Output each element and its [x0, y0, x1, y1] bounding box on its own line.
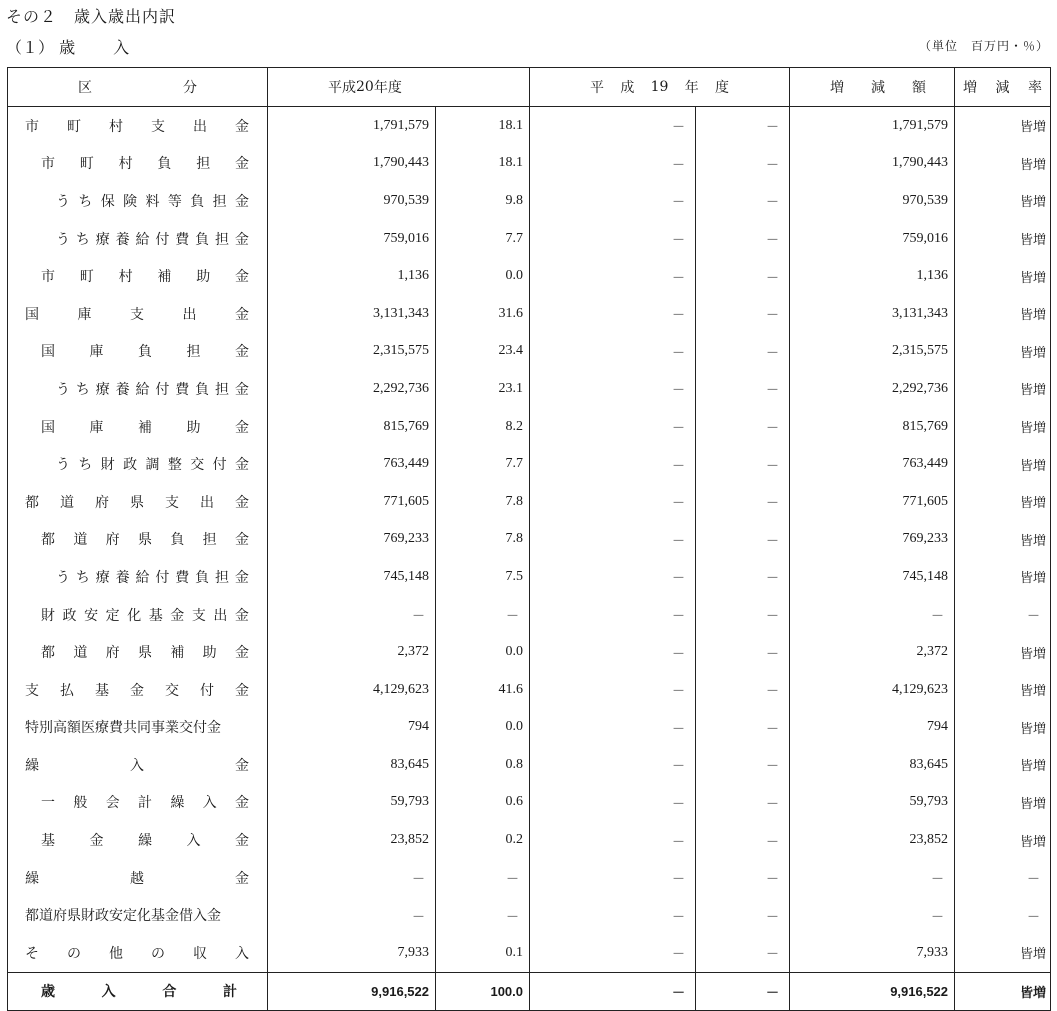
ratio-fy20: 31.6 — [436, 295, 530, 333]
change-rate: 皆増 — [955, 633, 1051, 671]
ratio-fy19: － — [696, 859, 790, 897]
amount-fy19: － — [530, 821, 696, 859]
change-rate: 皆増 — [955, 558, 1051, 596]
row-label: 市 町 村 負 担 金 — [8, 145, 268, 183]
subsection-title-a: 歳 — [59, 38, 76, 57]
ratio-fy20: 0.0 — [436, 709, 530, 747]
ratio-fy20: 8.2 — [436, 408, 530, 446]
ratio-fy20: 18.1 — [436, 107, 530, 145]
amount-fy19: － — [530, 596, 696, 634]
table-row — [8, 182, 1051, 220]
ratio-fy20: 100.0 — [436, 972, 530, 1011]
table-row — [8, 633, 1051, 671]
table-row — [8, 709, 1051, 747]
diff-amount: 745,148 — [790, 558, 955, 596]
row-label: 市 町 村 補 助 金 — [8, 257, 268, 295]
table-row — [8, 483, 1051, 521]
change-rate: 皆増 — [955, 821, 1051, 859]
change-rate: 皆増 — [955, 145, 1051, 183]
ratio-fy19: － — [696, 521, 790, 559]
change-rate: － — [955, 896, 1051, 934]
header-row — [8, 68, 1051, 107]
row-label: 国 庫 補 助 金 — [8, 408, 268, 446]
ratio-fy19: － — [696, 370, 790, 408]
ratio-fy19: － — [696, 784, 790, 822]
amount-fy20: 2,372 — [268, 633, 436, 671]
change-rate: － — [955, 859, 1051, 897]
table-row — [8, 370, 1051, 408]
subsection-number: （１） — [6, 38, 55, 57]
amount-fy20: 815,769 — [268, 408, 436, 446]
row-label: 繰 入 金 — [8, 746, 268, 784]
amount-fy20: 3,131,343 — [268, 295, 436, 333]
amount-fy20: 1,791,579 — [268, 107, 436, 145]
amount-fy19: － — [530, 671, 696, 709]
change-rate: 皆増 — [955, 107, 1051, 145]
ratio-fy19: － — [696, 558, 790, 596]
diff-amount: － — [790, 896, 955, 934]
header-fy19: 平 成 19 年 度 — [530, 68, 790, 107]
change-rate: 皆増 — [955, 746, 1051, 784]
table-row — [8, 784, 1051, 822]
ratio-fy19: － — [696, 445, 790, 483]
ratio-fy19: － — [696, 596, 790, 634]
diff-amount: 59,793 — [790, 784, 955, 822]
ratio-fy19: － — [696, 295, 790, 333]
amount-fy19: － — [530, 182, 696, 220]
amount-fy19: － — [530, 746, 696, 784]
ratio-fy19: － — [696, 107, 790, 145]
table-row — [8, 521, 1051, 559]
ratio-fy19: － — [696, 182, 790, 220]
ratio-fy19: － — [696, 671, 790, 709]
row-label: う ち 財 政 調 整 交 付 金 — [8, 445, 268, 483]
row-label: 市 町 村 支 出 金 — [8, 107, 268, 145]
amount-fy19: － — [530, 709, 696, 747]
ratio-fy19: － — [696, 746, 790, 784]
ratio-fy20: 7.7 — [436, 220, 530, 258]
diff-amount: － — [790, 859, 955, 897]
ratio-fy19: － — [696, 220, 790, 258]
amount-fy19: － — [530, 370, 696, 408]
diff-amount: 769,233 — [790, 521, 955, 559]
ratio-fy19: － — [696, 821, 790, 859]
amount-fy19: － — [530, 408, 696, 446]
diff-amount: 83,645 — [790, 746, 955, 784]
amount-fy19: － — [530, 558, 696, 596]
ratio-fy20: － — [436, 896, 530, 934]
section-heading: その２ 歳入歳出内訳 — [6, 7, 177, 26]
ratio-fy19: － — [696, 633, 790, 671]
row-label: 一 般 会 計 繰 入 金 — [8, 784, 268, 822]
ratio-fy19: － — [696, 934, 790, 972]
row-label: 歳 入 合 計 — [8, 972, 268, 1011]
ratio-fy19: － — [696, 896, 790, 934]
amount-fy19: － — [530, 107, 696, 145]
amount-fy19: － — [530, 257, 696, 295]
change-rate: 皆増 — [955, 934, 1051, 972]
amount-fy19: － — [530, 145, 696, 183]
change-rate: 皆増 — [955, 483, 1051, 521]
row-label: 都 道 府 県 支 出 金 — [8, 483, 268, 521]
ratio-fy19: － — [696, 483, 790, 521]
change-rate: 皆増 — [955, 295, 1051, 333]
row-label: 特別高額医療費共同事業交付金 — [8, 709, 268, 747]
diff-amount: 2,292,736 — [790, 370, 955, 408]
diff-amount: 771,605 — [790, 483, 955, 521]
ratio-fy20: 0.6 — [436, 784, 530, 822]
amount-fy20: 4,129,623 — [268, 671, 436, 709]
revenue-table — [7, 67, 1051, 1011]
diff-amount: 3,131,343 — [790, 295, 955, 333]
table-row — [8, 333, 1051, 371]
ratio-fy19: － — [696, 709, 790, 747]
amount-fy20: 745,148 — [268, 558, 436, 596]
row-label: う ち 保 険 料 等 負 担 金 — [8, 182, 268, 220]
amount-fy20: 1,790,443 — [268, 145, 436, 183]
amount-fy19: － — [530, 896, 696, 934]
diff-amount: 794 — [790, 709, 955, 747]
ratio-fy19: － — [696, 145, 790, 183]
change-rate: － — [955, 596, 1051, 634]
ratio-fy20: 41.6 — [436, 671, 530, 709]
total-row — [8, 972, 1051, 1011]
amount-fy19: － — [530, 445, 696, 483]
subsection-heading — [6, 35, 129, 58]
table-row — [8, 145, 1051, 183]
row-label: 支 払 基 金 交 付 金 — [8, 671, 268, 709]
amount-fy20: 2,315,575 — [268, 333, 436, 371]
amount-fy20: 2,292,736 — [268, 370, 436, 408]
row-label: 都道府県財政安定化基金借入金 — [8, 896, 268, 934]
change-rate: 皆増 — [955, 220, 1051, 258]
change-rate: 皆増 — [955, 671, 1051, 709]
diff-amount: 4,129,623 — [790, 671, 955, 709]
table-row — [8, 295, 1051, 333]
table-row — [8, 257, 1051, 295]
row-label: そ の 他 の 収 入 — [8, 934, 268, 972]
change-rate: 皆増 — [955, 521, 1051, 559]
diff-amount: 759,016 — [790, 220, 955, 258]
amount-fy20: 23,852 — [268, 821, 436, 859]
diff-amount: 1,791,579 — [790, 107, 955, 145]
header-diff: 増 減 額 — [790, 68, 955, 107]
amount-fy20: 794 — [268, 709, 436, 747]
change-rate: 皆増 — [955, 445, 1051, 483]
ratio-fy20: 23.4 — [436, 333, 530, 371]
ratio-fy20: 0.0 — [436, 257, 530, 295]
amount-fy20: 1,136 — [268, 257, 436, 295]
amount-fy20: 970,539 — [268, 182, 436, 220]
amount-fy19: － — [530, 333, 696, 371]
amount-fy20: 763,449 — [268, 445, 436, 483]
ratio-fy20: 7.5 — [436, 558, 530, 596]
ratio-fy20: 0.1 — [436, 934, 530, 972]
ratio-fy19: － — [696, 972, 790, 1011]
change-rate: 皆増 — [955, 333, 1051, 371]
amount-fy20: 771,605 — [268, 483, 436, 521]
row-label: 基 金 繰 入 金 — [8, 821, 268, 859]
diff-amount: 1,790,443 — [790, 145, 955, 183]
ratio-fy20: 0.2 — [436, 821, 530, 859]
ratio-fy19: － — [696, 408, 790, 446]
amount-fy20: 7,933 — [268, 934, 436, 972]
diff-amount: 763,449 — [790, 445, 955, 483]
diff-amount: 9,916,522 — [790, 972, 955, 1011]
table-row — [8, 220, 1051, 258]
table-row — [8, 821, 1051, 859]
ratio-fy20: 7.7 — [436, 445, 530, 483]
amount-fy20: － — [268, 596, 436, 634]
table-row — [8, 107, 1051, 145]
table-row — [8, 445, 1051, 483]
amount-fy19: － — [530, 784, 696, 822]
amount-fy19: － — [530, 859, 696, 897]
table-row — [8, 859, 1051, 897]
row-label: 国 庫 負 担 金 — [8, 333, 268, 371]
diff-amount: － — [790, 596, 955, 634]
change-rate: 皆増 — [955, 257, 1051, 295]
ratio-fy20: 9.8 — [436, 182, 530, 220]
amount-fy20: 59,793 — [268, 784, 436, 822]
amount-fy19: － — [530, 295, 696, 333]
header-kubun: 区 分 — [8, 68, 268, 107]
change-rate: 皆増 — [955, 709, 1051, 747]
diff-amount: 2,315,575 — [790, 333, 955, 371]
amount-fy19: － — [530, 934, 696, 972]
amount-fy19: － — [530, 521, 696, 559]
diff-amount: 23,852 — [790, 821, 955, 859]
change-rate: 皆増 — [955, 182, 1051, 220]
amount-fy20: 9,916,522 — [268, 972, 436, 1011]
diff-amount: 1,136 — [790, 257, 955, 295]
diff-amount: 7,933 — [790, 934, 955, 972]
row-label: 繰 越 金 — [8, 859, 268, 897]
unit-note: （単位 百万円・％） — [918, 39, 1049, 53]
amount-fy19: － — [530, 972, 696, 1011]
header-rate: 増 減 率 — [955, 68, 1051, 107]
row-label: う ち 療 養 給 付 費 負 担 金 — [8, 558, 268, 596]
amount-fy20: 769,233 — [268, 521, 436, 559]
table-row — [8, 408, 1051, 446]
table-row — [8, 746, 1051, 784]
change-rate: 皆増 — [955, 784, 1051, 822]
change-rate: 皆増 — [955, 408, 1051, 446]
ratio-fy20: － — [436, 859, 530, 897]
ratio-fy20: 18.1 — [436, 145, 530, 183]
ratio-fy20: 7.8 — [436, 521, 530, 559]
ratio-fy20: 0.0 — [436, 633, 530, 671]
row-label: 財 政 安 定 化 基 金 支 出 金 — [8, 596, 268, 634]
ratio-fy20: 0.8 — [436, 746, 530, 784]
ratio-fy20: 7.8 — [436, 483, 530, 521]
subsection-title-b: 入 — [113, 38, 130, 57]
diff-amount: 815,769 — [790, 408, 955, 446]
amount-fy20: － — [268, 896, 436, 934]
table-row — [8, 934, 1051, 972]
row-label: 国 庫 支 出 金 — [8, 295, 268, 333]
amount-fy20: － — [268, 859, 436, 897]
change-rate: 皆増 — [955, 370, 1051, 408]
ratio-fy20: － — [436, 596, 530, 634]
amount-fy19: － — [530, 220, 696, 258]
row-label: う ち 療 養 給 付 費 負 担 金 — [8, 220, 268, 258]
amount-fy20: 759,016 — [268, 220, 436, 258]
change-rate: 皆増 — [955, 972, 1051, 1011]
table-row — [8, 596, 1051, 634]
ratio-fy20: 23.1 — [436, 370, 530, 408]
table-row — [8, 896, 1051, 934]
diff-amount: 970,539 — [790, 182, 955, 220]
amount-fy20: 83,645 — [268, 746, 436, 784]
row-label: 都 道 府 県 負 担 金 — [8, 521, 268, 559]
row-label: う ち 療 養 給 付 費 負 担 金 — [8, 370, 268, 408]
header-fy20: 平 成 20 年 度 — [268, 68, 530, 107]
amount-fy19: － — [530, 633, 696, 671]
diff-amount: 2,372 — [790, 633, 955, 671]
table-row — [8, 671, 1051, 709]
ratio-fy19: － — [696, 333, 790, 371]
table-row — [8, 558, 1051, 596]
row-label: 都 道 府 県 補 助 金 — [8, 633, 268, 671]
ratio-fy19: － — [696, 257, 790, 295]
amount-fy19: － — [530, 483, 696, 521]
